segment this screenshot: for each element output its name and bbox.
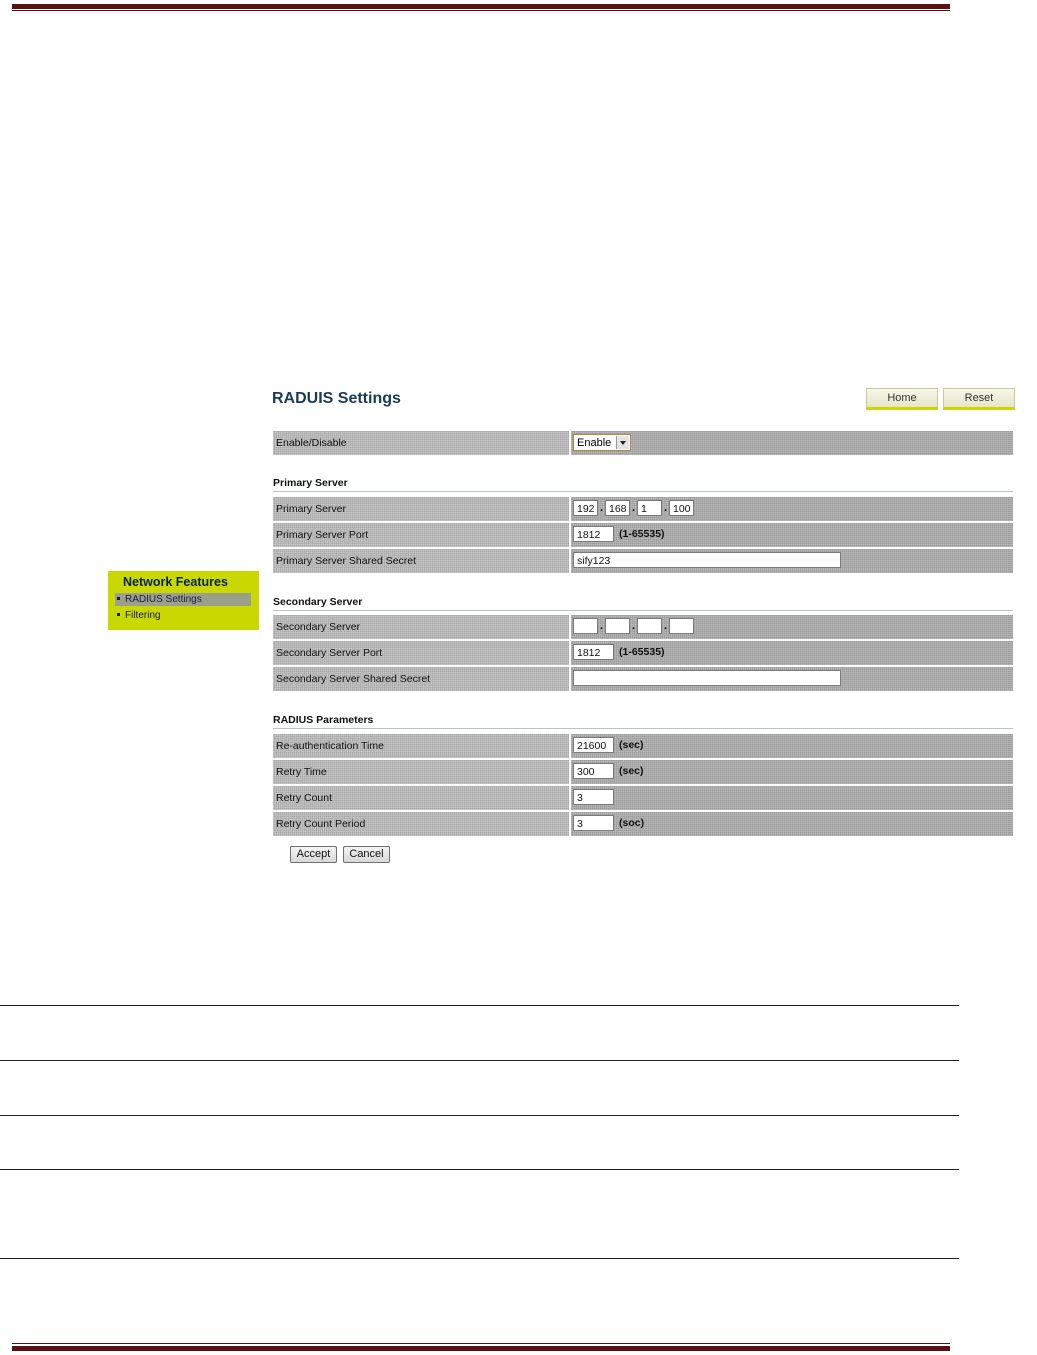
table-rule xyxy=(0,1060,959,1061)
primary-secret-label: Primary Server Shared Secret xyxy=(273,549,569,573)
primary-secret-input[interactable]: sify123 xyxy=(573,552,841,568)
ip-dot: . xyxy=(664,620,668,632)
primary-ip-octet-2[interactable]: 168 xyxy=(605,500,630,516)
retry-period-unit: (soc) xyxy=(619,817,645,829)
sidebar-item-label: Filtering xyxy=(125,610,161,621)
secondary-port-range: (1-65535) xyxy=(619,646,665,658)
chevron-down-icon[interactable] xyxy=(616,436,629,449)
secondary-secret-label: Secondary Server Shared Secret xyxy=(273,667,569,691)
secondary-secret-input[interactable] xyxy=(573,670,841,686)
secondary-secret-row xyxy=(273,667,1013,691)
secondary-port-row xyxy=(273,641,1013,665)
primary-ip-octet-4[interactable]: 100 xyxy=(669,500,694,516)
enable-select-value: Enable xyxy=(577,437,612,449)
ip-dot: . xyxy=(632,502,636,514)
primary-server-row xyxy=(273,497,1013,521)
secondary-ip-octet-2[interactable] xyxy=(605,618,630,634)
reset-button[interactable]: Reset xyxy=(943,388,1015,410)
reauth-unit: (sec) xyxy=(619,739,644,751)
sidebar-title: Network Features xyxy=(123,575,228,589)
secondary-port-input[interactable]: 1812 xyxy=(573,644,614,660)
sidebar xyxy=(108,571,259,630)
page-title: RADUIS Settings xyxy=(272,390,401,407)
primary-port-row xyxy=(273,523,1013,547)
accept-button[interactable]: Accept xyxy=(290,846,337,863)
sidebar-item-filtering[interactable] xyxy=(115,609,251,622)
ip-dot: . xyxy=(600,620,604,632)
reauth-row xyxy=(273,734,1013,758)
retry-count-label: Retry Count xyxy=(273,786,569,810)
enable-label: Enable/Disable xyxy=(273,431,569,455)
table-rule xyxy=(0,1005,959,1006)
secondary-section-title: Secondary Server xyxy=(273,596,1013,611)
retry-period-row xyxy=(273,812,1013,836)
enable-select[interactable] xyxy=(573,434,631,451)
retry-period-input[interactable]: 3 xyxy=(573,815,614,831)
primary-port-range: (1-65535) xyxy=(619,528,665,540)
retry-period-label: Retry Count Period xyxy=(273,812,569,836)
table-rule xyxy=(0,1169,959,1170)
table-rule xyxy=(0,1115,959,1116)
primary-server-label: Primary Server xyxy=(273,497,569,521)
reauth-input[interactable]: 21600 xyxy=(573,737,614,753)
ip-dot: . xyxy=(600,502,604,514)
secondary-ip-octet-4[interactable] xyxy=(669,618,694,634)
bullet-icon xyxy=(117,613,120,616)
header-rule xyxy=(12,4,950,9)
table-rule xyxy=(0,1258,959,1259)
secondary-port-label: Secondary Server Port xyxy=(273,641,569,665)
cancel-button[interactable]: Cancel xyxy=(343,846,390,863)
retry-time-label: Retry Time xyxy=(273,760,569,784)
ip-dot: . xyxy=(664,502,668,514)
retry-time-unit: (sec) xyxy=(619,765,644,777)
params-section-title: RADIUS Parameters xyxy=(273,714,1013,729)
primary-ip-octet-3[interactable]: 1 xyxy=(637,500,662,516)
primary-ip-octet-1[interactable]: 192 xyxy=(573,500,598,516)
reauth-label: Re-authentication Time xyxy=(273,734,569,758)
primary-port-input[interactable]: 1812 xyxy=(573,526,614,542)
enable-row xyxy=(273,431,1013,455)
sidebar-item-label: RADIUS Settings xyxy=(125,594,202,605)
sidebar-item-radius-settings[interactable] xyxy=(115,593,251,606)
ip-dot: . xyxy=(632,620,636,632)
primary-secret-row xyxy=(273,549,1013,573)
secondary-ip-octet-1[interactable] xyxy=(573,618,598,634)
bullet-icon xyxy=(117,597,120,600)
footer-rule xyxy=(12,1346,950,1351)
primary-port-label: Primary Server Port xyxy=(273,523,569,547)
secondary-ip-octet-3[interactable] xyxy=(637,618,662,634)
retry-count-input[interactable]: 3 xyxy=(573,789,614,805)
retry-time-input[interactable]: 300 xyxy=(573,763,614,779)
secondary-server-row xyxy=(273,615,1013,639)
primary-section-title: Primary Server xyxy=(273,477,1013,492)
retry-count-row xyxy=(273,786,1013,810)
secondary-server-label: Secondary Server xyxy=(273,615,569,639)
retry-time-row xyxy=(273,760,1013,784)
home-button[interactable]: Home xyxy=(866,388,938,410)
